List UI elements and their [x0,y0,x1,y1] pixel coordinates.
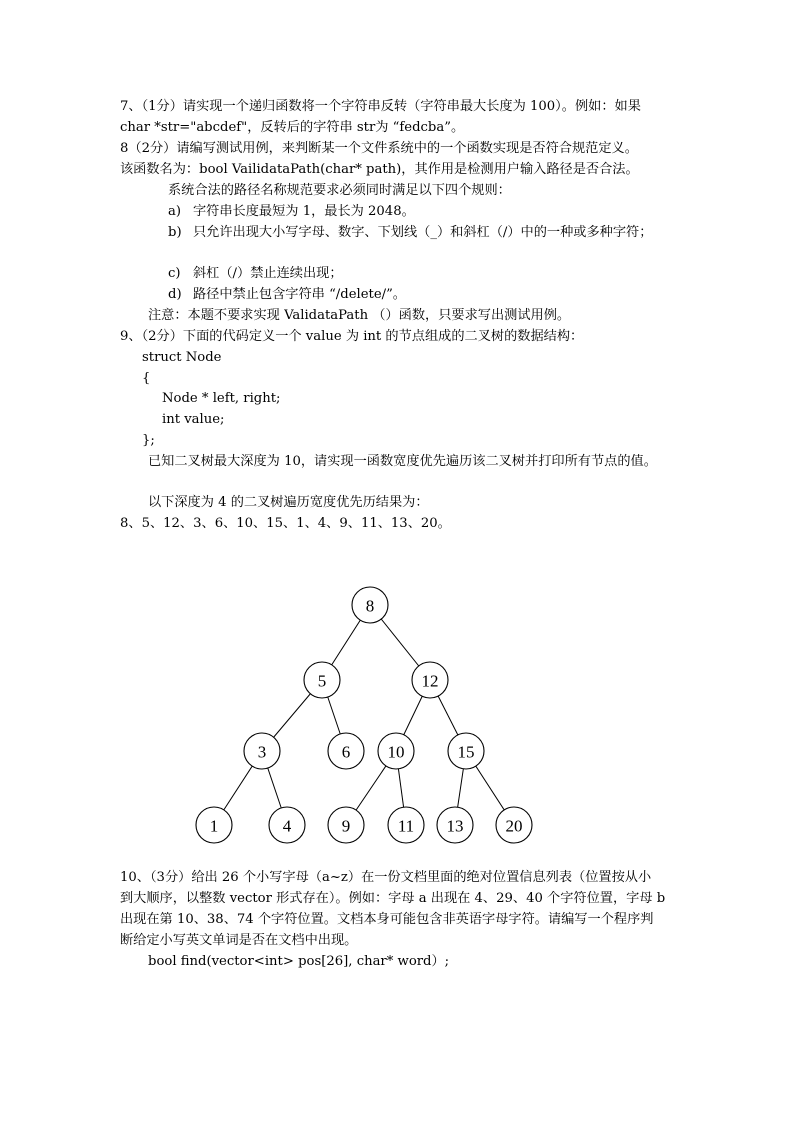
q8-rule-d-text: 路径中禁止包含字符串 “/delete/”。 [193,287,406,302]
tree-node-label: 10 [387,742,405,762]
q9-code-line-5: }; [142,433,155,448]
q9-task: 已知二叉树最大深度为 10，请实现一函数宽度优先遍历该二叉树并打印所有节点的值。 [148,454,657,469]
q10-line-3: 出现在第 10、38、74 个字符位置。文档本身可能包含非英语字母字符。请编写一个程序判 [120,912,654,927]
q10-function-signature: bool find(vector<int> pos[26], char* word）; [148,954,450,969]
tree-node-label: 8 [365,596,375,616]
tree-node-label: 5 [317,671,327,691]
q8-rule-d-marker: d) [168,287,182,302]
tree-node-label: 4 [282,816,292,836]
tree-node-1 [196,807,232,843]
tree-node-12 [412,662,448,698]
q9-example-intro: 以下深度为 4 的二叉树遍历宽度优先历结果为： [148,495,429,510]
q8-rules-intro: 系统合法的路径名称规范要求必须同时满足以下四个规则： [168,183,511,198]
q9-code-line-1: struct Node [142,350,222,365]
q9-code-line-3: Node * left, right; [162,391,281,406]
tree-node-15 [448,733,484,769]
tree-node-10 [378,733,414,769]
tree-node-11 [388,807,424,843]
q9-code-line-2: { [142,371,151,386]
tree-node-3 [244,733,280,769]
tree-node-13 [437,807,473,843]
q8-line-2: 该函数名为：bool VailidataPath(char* path)，其作用是检测用户输入路径是否合法。 [120,162,639,177]
q8-rule-b-text: 只允许出现大小写字母、数字、下划线（_）和斜杠（/）中的一种或多种字符； [193,225,653,240]
tree-node-label: 20 [505,816,523,836]
q10-line-4: 断给定小写英文单词是否在文档中出现。 [120,933,358,948]
q9-line-1: 9、（2分）下面的代码定义一个 value 为 int 的节点组成的二叉树的数据结构： [120,329,584,344]
tree-node-label: 6 [341,742,351,762]
q8-line-1: 8（2分）请编写测试用例，来判断某一个文件系统中的一个函数实现是否符合规范定义。 [120,141,638,156]
tree-node-label: 12 [421,671,439,691]
tree-edges [214,605,514,825]
tree-node-6 [328,733,364,769]
q9-example-result: 8、5、12、3、6、10、15、1、4、9、11、13、20。 [120,516,451,531]
tree-node-20 [496,807,532,843]
q8-rule-c-marker: c) [168,266,181,281]
q7-line-1: 7、（1分）请实现一个递归函数将一个字符串反转（字符串最大长度为 100）。例如：如果 [120,99,641,114]
q10-line-1: 10、（3分）给出 26 个小写字母（a~z）在一份文档里面的绝对位置信息列表（位置按从小 [120,870,652,885]
q8-rule-a-text: 字符串长度最短为 1，最长为 2048。 [193,204,415,219]
tree-node-label: 13 [446,816,464,836]
q10-line-2: 到大顺序，以整数 vector 形式存在）。例如：字母 a 出现在 4、29、40 个字符位置，字母 b [120,891,666,906]
tree-node-8 [352,587,388,623]
tree-node-4 [269,807,305,843]
q8-rule-a-marker: a) [168,204,182,219]
tree-node-label: 1 [209,816,219,836]
tree-node-label: 15 [457,742,475,762]
q8-rule-c-text: 斜杠（/）禁止连续出现； [193,266,343,281]
tree-node-label: 9 [341,816,351,836]
q8-note: 注意：本题不要求实现 ValidataPath （）函数，只要求写出测试用例。 [148,308,571,323]
tree-node-5 [304,662,340,698]
q9-code-line-4: int value; [162,412,225,427]
q8-rule-b-marker: b) [168,225,182,240]
tree-node-9 [328,807,364,843]
q7-line-2: char *str="abcdef"，反转后的字符串 str为 “fedcba”。 [120,120,465,135]
tree-node-label: 11 [397,816,415,836]
tree-node-label: 3 [257,742,267,762]
